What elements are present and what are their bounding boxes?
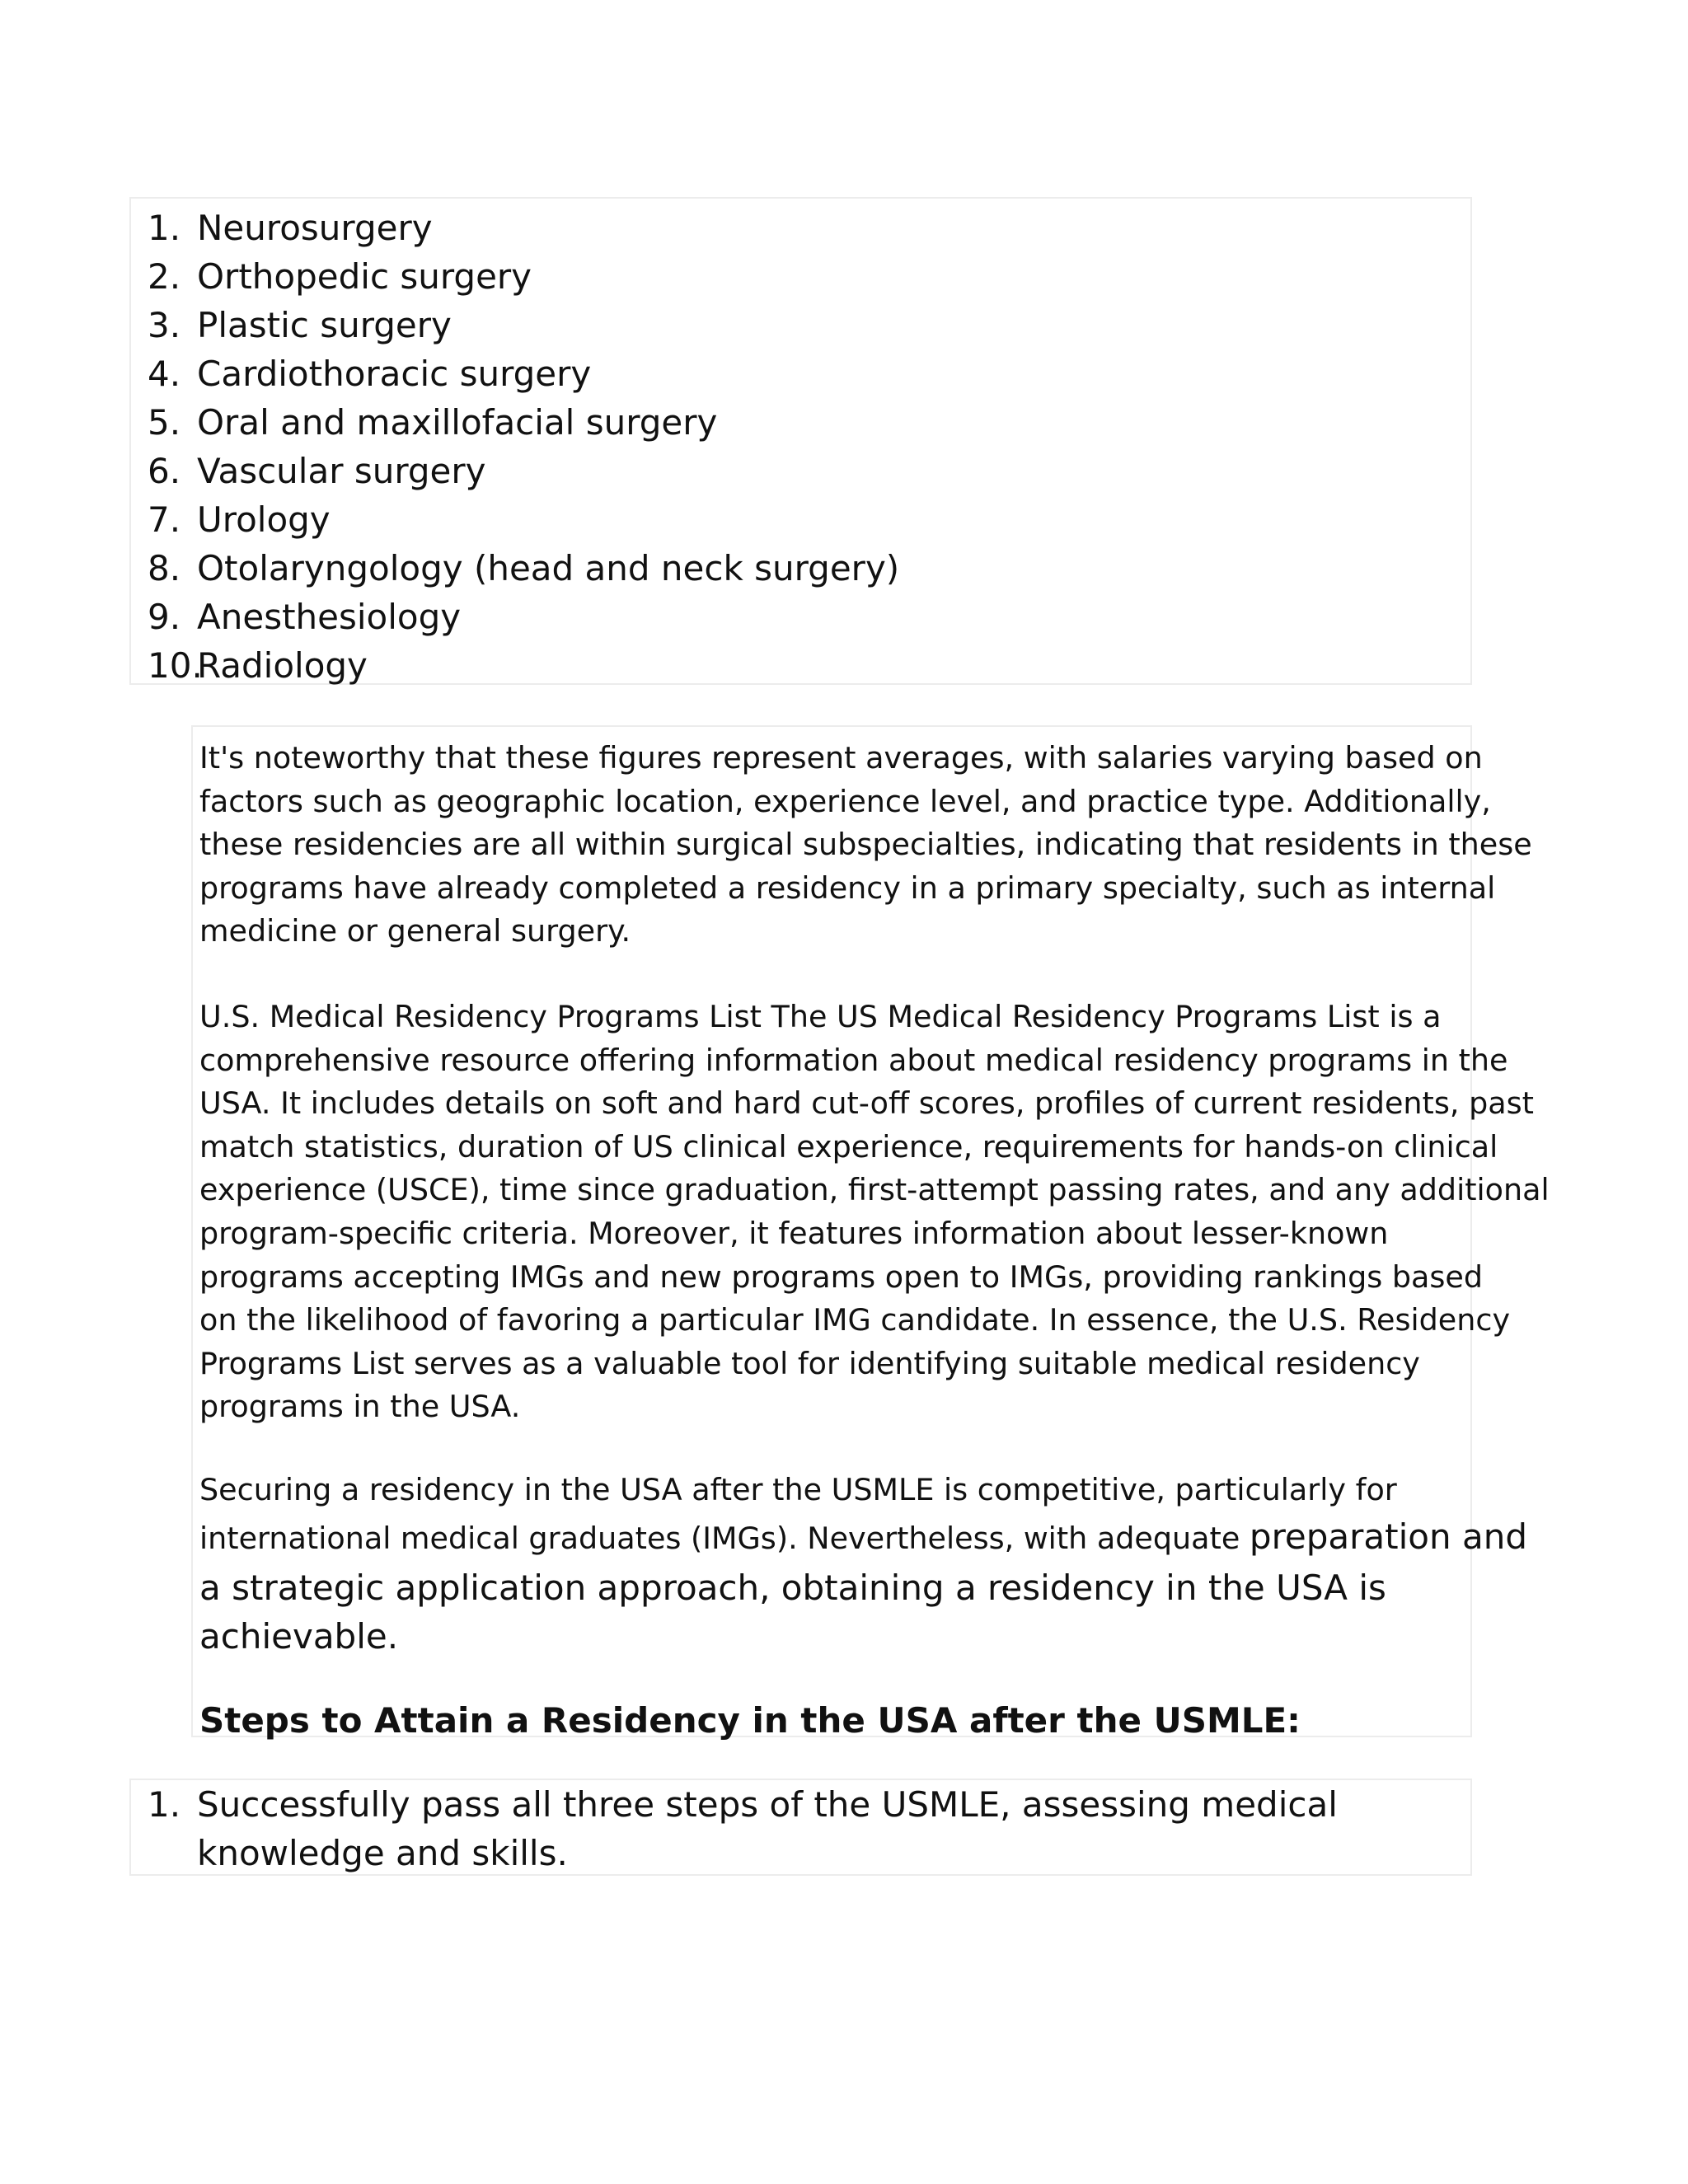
text-line: program-specific criteria. Moreover, it features information about lesser-known [199, 1215, 1389, 1251]
list-item-label: Anesthesiology [197, 597, 462, 637]
list-item-number: 5. [148, 402, 181, 443]
list-item-label: Vascular surgery [197, 451, 486, 491]
list-item-label: Orthopedic surgery [197, 256, 532, 297]
list-item-label: Urology [197, 499, 331, 540]
list-item-number: 1. [148, 1784, 181, 1825]
steps-list-box [129, 1779, 1472, 1876]
text-line: experience (USCE), time since graduation, first-attempt passing rates, and any additional [199, 1172, 1550, 1208]
text-line: programs in the USA. [199, 1389, 521, 1425]
text-line: these residencies are all within surgical subspecialties, indicating that residents in these [199, 827, 1532, 863]
paragraph-securing-residency [199, 1469, 1527, 1661]
list-item-label: Successfully pass all three steps of the USMLE, assessing medical knowledge and skills. [197, 1784, 1338, 1873]
text-line: Securing a residency in the USA after the USMLE is competitive, particularly for [199, 1472, 1397, 1507]
paragraph-salary-note [199, 737, 1532, 954]
list-item-number: 6. [148, 451, 181, 491]
list-item-number: 9. [148, 597, 181, 637]
text-line: match statistics, duration of US clinical experience, requirements for hands-on clinical [199, 1128, 1498, 1165]
paragraph-programs-list [199, 996, 1550, 1429]
list-item-number: 4. [148, 354, 181, 394]
list-item-number: 7. [148, 499, 181, 540]
text-line: It's noteworthy that these figures represent averages, with salaries varying based on [199, 740, 1483, 776]
text-line-part: international medical graduates (IMGs). Nevertheless, with adequate [199, 1520, 1250, 1556]
text-line: programs have already completed a residency in a primary specialty, such as internal [199, 869, 1496, 906]
list-item-label: Plastic surgery [197, 305, 452, 345]
text-line: USA. It includes details on soft and hard cut-off scores, profiles of current residents, past [199, 1085, 1534, 1122]
text-line: Programs List serves as a valuable tool for identifying suitable medical residency [199, 1345, 1420, 1381]
list-item-label: Neurosurgery [197, 208, 433, 248]
list-item-number: 8. [148, 548, 181, 588]
list-item-number: 10. [148, 645, 203, 686]
text-line: on the likelihood of favoring a particular IMG candidate. In essence, the U.S. Residency [199, 1302, 1511, 1338]
list-item-label: Radiology [197, 645, 368, 686]
text-line-part: preparation and [1249, 1516, 1527, 1557]
list-item-number: 2. [148, 256, 181, 297]
text-line: factors such as geographic location, experience level, and practice type. Additionally, [199, 783, 1491, 819]
section-heading: Steps to Attain a Residency in the USA after the USMLE: [199, 1700, 1301, 1741]
text-line: U.S. Medical Residency Programs List The US Medical Residency Programs List is a [199, 999, 1442, 1034]
body-text-box [191, 725, 1550, 1741]
specialties-list-box [129, 197, 1472, 685]
list-item-label: Otolaryngology (head and neck surgery) [197, 548, 900, 588]
text-line: programs accepting IMGs and new programs open to IMGs, providing rankings based [199, 1258, 1484, 1295]
text-line: comprehensive resource offering information about medical residency programs in the [199, 1042, 1508, 1078]
list-item-label: Cardiothoracic surgery [197, 354, 592, 394]
list-item-number: 3. [148, 305, 181, 345]
list-item-number: 1. [148, 208, 181, 248]
text-line: a strategic application approach, obtaining a residency in the USA is [199, 1567, 1386, 1608]
text-line: achievable. [199, 1615, 399, 1657]
list-item-label: Oral and maxillofacial surgery [197, 402, 718, 443]
text-line: medicine or general surgery. [199, 913, 631, 949]
text-line [199, 1512, 1527, 1563]
